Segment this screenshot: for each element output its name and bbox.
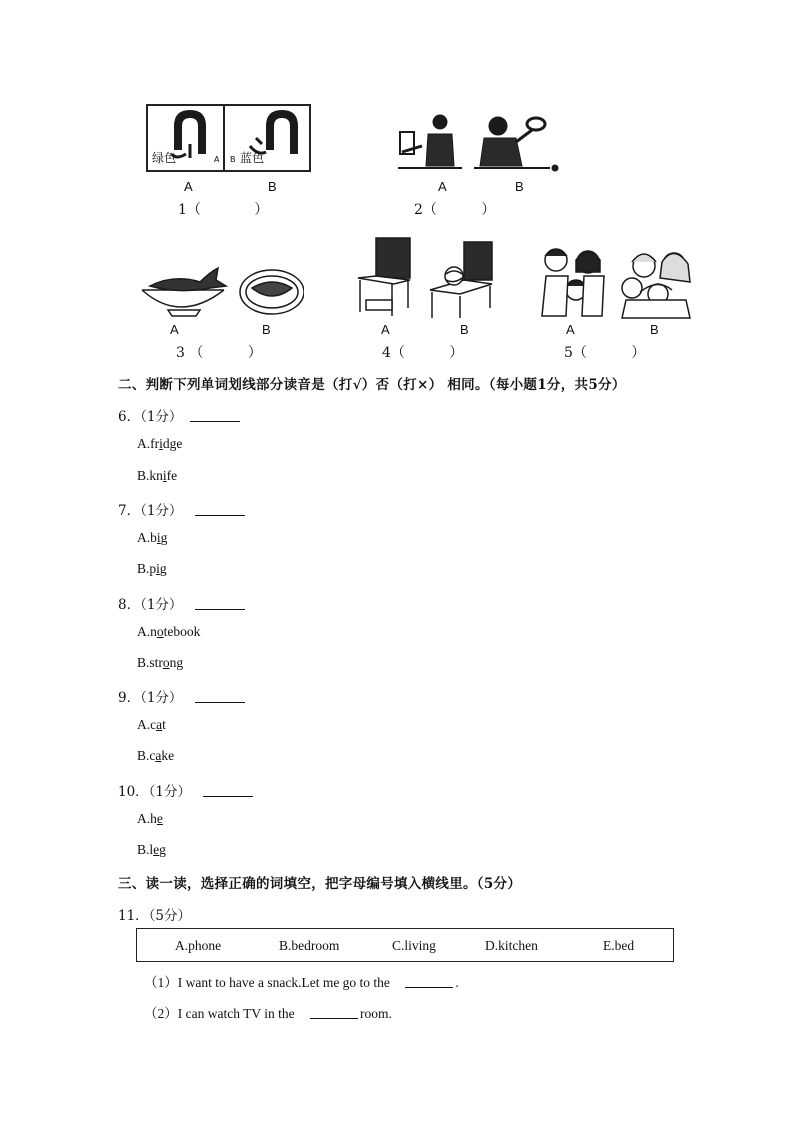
q4-option-b: B bbox=[460, 322, 469, 337]
q1-answer-paren[interactable] bbox=[178, 199, 268, 219]
q1-paren: （ ） bbox=[186, 202, 269, 218]
q1-number: 1 bbox=[178, 202, 187, 218]
q1-option-b: B bbox=[268, 179, 277, 194]
q5-picture bbox=[536, 242, 694, 320]
q4-option-a: A bbox=[381, 322, 390, 337]
q7-row bbox=[118, 499, 245, 519]
q9-option-b: B.cake bbox=[137, 748, 175, 763]
word-bank-item: B.bedroom bbox=[279, 938, 340, 953]
q1-b-color-label: 蓝色 bbox=[240, 151, 265, 165]
word-bank-item: A.phone bbox=[175, 938, 222, 953]
q4-answer-paren[interactable] bbox=[382, 342, 463, 362]
q10-a-underlined: e bbox=[156, 811, 163, 826]
word-bank-box bbox=[136, 928, 674, 962]
q8-answer-blank[interactable] bbox=[195, 608, 245, 610]
q9-b-underlined: a bbox=[155, 748, 162, 763]
q2-picture bbox=[398, 112, 560, 174]
q3-option-b: B bbox=[262, 322, 271, 337]
q7-a-underlined: i bbox=[156, 530, 161, 545]
q7-b-underlined: i bbox=[156, 561, 160, 576]
q4-paren: （ ） bbox=[390, 345, 464, 361]
q5-answer-paren[interactable] bbox=[564, 342, 645, 362]
q5-option-b: B bbox=[650, 322, 659, 337]
q8-b-underlined: o bbox=[162, 655, 170, 670]
q1-a-letter: A bbox=[214, 155, 220, 164]
word-bank-item: D.kitchen bbox=[485, 938, 538, 953]
q2-paren: （ ） bbox=[422, 202, 496, 218]
q1-picture bbox=[146, 104, 312, 172]
q1-b-letter: B bbox=[230, 155, 236, 164]
q8-number: 8．（1分） bbox=[118, 597, 187, 613]
q7-option-a: A.big bbox=[137, 530, 168, 545]
q8-row bbox=[118, 593, 245, 613]
q3-number: 3 bbox=[176, 345, 185, 361]
q2-option-a: A bbox=[438, 179, 447, 194]
q6-answer-blank[interactable] bbox=[190, 420, 240, 422]
q9-option-a: A.cat bbox=[137, 717, 166, 732]
q11-sentence-1: （1）I want to have a snack.Let me go to the . bbox=[144, 975, 459, 990]
q2-number: 2 bbox=[414, 202, 423, 218]
q8-option-b: B.strong bbox=[137, 655, 184, 670]
q9-number: 9．（1分） bbox=[118, 690, 187, 706]
q10-b-underlined: e bbox=[153, 842, 160, 857]
q10-row bbox=[118, 780, 253, 800]
q3-answer-paren[interactable] bbox=[176, 342, 262, 362]
word-bank-item: E.bed bbox=[603, 938, 635, 953]
q11-number: 11．（5分） bbox=[118, 908, 192, 924]
q3-picture bbox=[138, 264, 304, 320]
q2-answer-paren[interactable] bbox=[414, 199, 495, 219]
q5-paren: （ ） bbox=[572, 345, 646, 361]
q2-option-b: B bbox=[515, 179, 524, 194]
q11-1-answer-blank[interactable] bbox=[405, 986, 453, 988]
q3-option-a: A bbox=[170, 322, 179, 337]
section3-heading: 三、读一读，选择正确的词填空，把字母编号填入横线里。（5分） bbox=[118, 876, 522, 892]
q11-sentence-2: （2）I can watch TV in the room. bbox=[144, 1006, 392, 1021]
q10-answer-blank[interactable] bbox=[203, 795, 253, 797]
word-bank-item: C.living bbox=[392, 938, 436, 953]
q6-b-underlined: i bbox=[162, 468, 167, 483]
q7-answer-blank[interactable] bbox=[195, 514, 245, 516]
q6-option-a: A.fridge bbox=[137, 436, 183, 451]
q10-option-a: A.he bbox=[137, 811, 163, 826]
q3-paren: （ ） bbox=[184, 345, 262, 361]
q4-picture bbox=[356, 236, 498, 318]
q1-a-color-label: 绿色 bbox=[152, 151, 177, 165]
q5-option-a: A bbox=[566, 322, 575, 337]
q10-number: 10．（1分） bbox=[118, 784, 196, 800]
q6-option-b: B.knife bbox=[137, 468, 178, 483]
q8-option-a: A.notebook bbox=[137, 624, 201, 639]
q6-number: 6．（1分） bbox=[118, 409, 183, 425]
q9-row bbox=[118, 686, 245, 706]
q10-option-b: B.leg bbox=[137, 842, 166, 857]
q6-a-underlined: i bbox=[159, 436, 163, 451]
q11-2-answer-blank[interactable] bbox=[310, 1017, 358, 1019]
q7-number: 7．（1分） bbox=[118, 503, 187, 519]
q5-number: 5 bbox=[564, 345, 573, 361]
q8-a-underlined: o bbox=[156, 624, 164, 639]
q1-option-a: A bbox=[184, 179, 193, 194]
section2-heading: 二、判断下列单词划线部分读音是（打√）否（打×） 相同。（每小题1分，共5分） bbox=[118, 377, 626, 393]
q9-answer-blank[interactable] bbox=[195, 701, 245, 703]
q6-row bbox=[118, 405, 240, 425]
q7-option-b: B.pig bbox=[137, 561, 167, 576]
q9-a-underlined: a bbox=[156, 717, 163, 732]
q4-number: 4 bbox=[382, 345, 391, 361]
